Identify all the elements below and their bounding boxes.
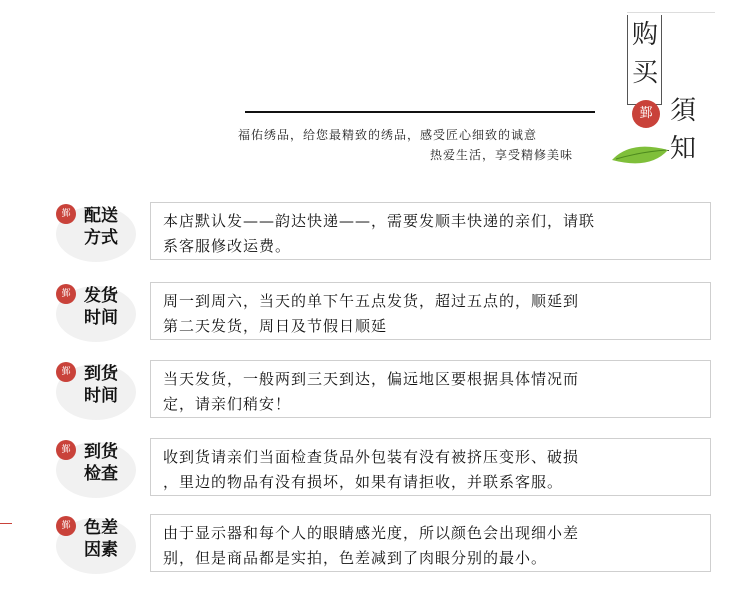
slogan-line-2: 热爱生活，享受精修美味 — [430, 148, 574, 162]
seal-icon: 鄞 — [56, 284, 76, 304]
section-text-line: 别，但是商品都是实拍，色差减到了肉眼分别的最小。 — [163, 549, 548, 567]
section-label-bottom: 时间 — [84, 386, 118, 406]
section-label-top: 发货 — [84, 286, 118, 306]
section-text-line: 当天发货，一般两到三天到达，偏远地区要根据具体情况而 — [163, 370, 580, 388]
section-label-bottom: 检查 — [84, 464, 118, 484]
header-divider — [245, 111, 595, 113]
section-row — [0, 202, 750, 266]
seal-icon: 鄞 — [56, 204, 76, 224]
seal-stamp-icon: 鄞 — [632, 100, 660, 128]
section-text-line: 由于显示器和每个人的眼睛感光度，所以颜色会出现细小差 — [163, 524, 580, 542]
section-label-bottom: 方式 — [84, 228, 118, 248]
seal-icon: 鄞 — [56, 516, 76, 536]
section-text-line: 定，请亲们稍安！ — [163, 395, 292, 413]
title-char-4: 知 — [670, 134, 697, 164]
seal-icon: 鄞 — [56, 362, 76, 382]
section-text-line: ，里边的物品有没有损坏，如果有请拒收，并联系客服。 — [163, 473, 564, 491]
section-row — [0, 438, 750, 502]
section-label-bottom: 时间 — [84, 308, 118, 328]
section-row — [0, 282, 750, 346]
section-row — [0, 360, 750, 424]
section-label-top: 色差 — [84, 518, 118, 538]
section-label-top: 到货 — [84, 442, 118, 462]
title-char-2: 买 — [632, 58, 659, 88]
title-char-1: 购 — [632, 20, 659, 50]
section-text-line: 系客服修改运费。 — [163, 237, 292, 255]
slogan-line-1: 福佑绣品，给您最精致的绣品，感受匠心细致的诚意 — [238, 128, 538, 142]
seal-icon: 鄞 — [56, 440, 76, 460]
section-label-bottom: 因素 — [84, 540, 118, 560]
section-label-top: 到货 — [84, 364, 118, 384]
section-text-line: 周一到周六，当天的单下午五点发货，超过五点的，顺延到 — [163, 292, 580, 310]
section-text-box — [150, 360, 711, 418]
section-text-box — [150, 514, 711, 572]
section-text-box — [150, 282, 711, 340]
section-row — [0, 514, 750, 578]
leaf-icon — [610, 138, 670, 168]
section-text-box — [150, 202, 711, 260]
title-char-3: 須 — [670, 96, 697, 126]
title-top-line — [627, 12, 715, 13]
section-text-line: 第二天发货，周日及节假日顺延 — [163, 317, 388, 335]
section-text-line: 收到货请亲们当面检查货品外包装有没有被挤压变形、破损 — [163, 448, 580, 466]
section-text-line: 本店默认发——韵达快递——，需要发顺丰快递的亲们，请联 — [163, 212, 596, 230]
section-text-box — [150, 438, 711, 496]
section-label-top: 配送 — [84, 206, 118, 226]
